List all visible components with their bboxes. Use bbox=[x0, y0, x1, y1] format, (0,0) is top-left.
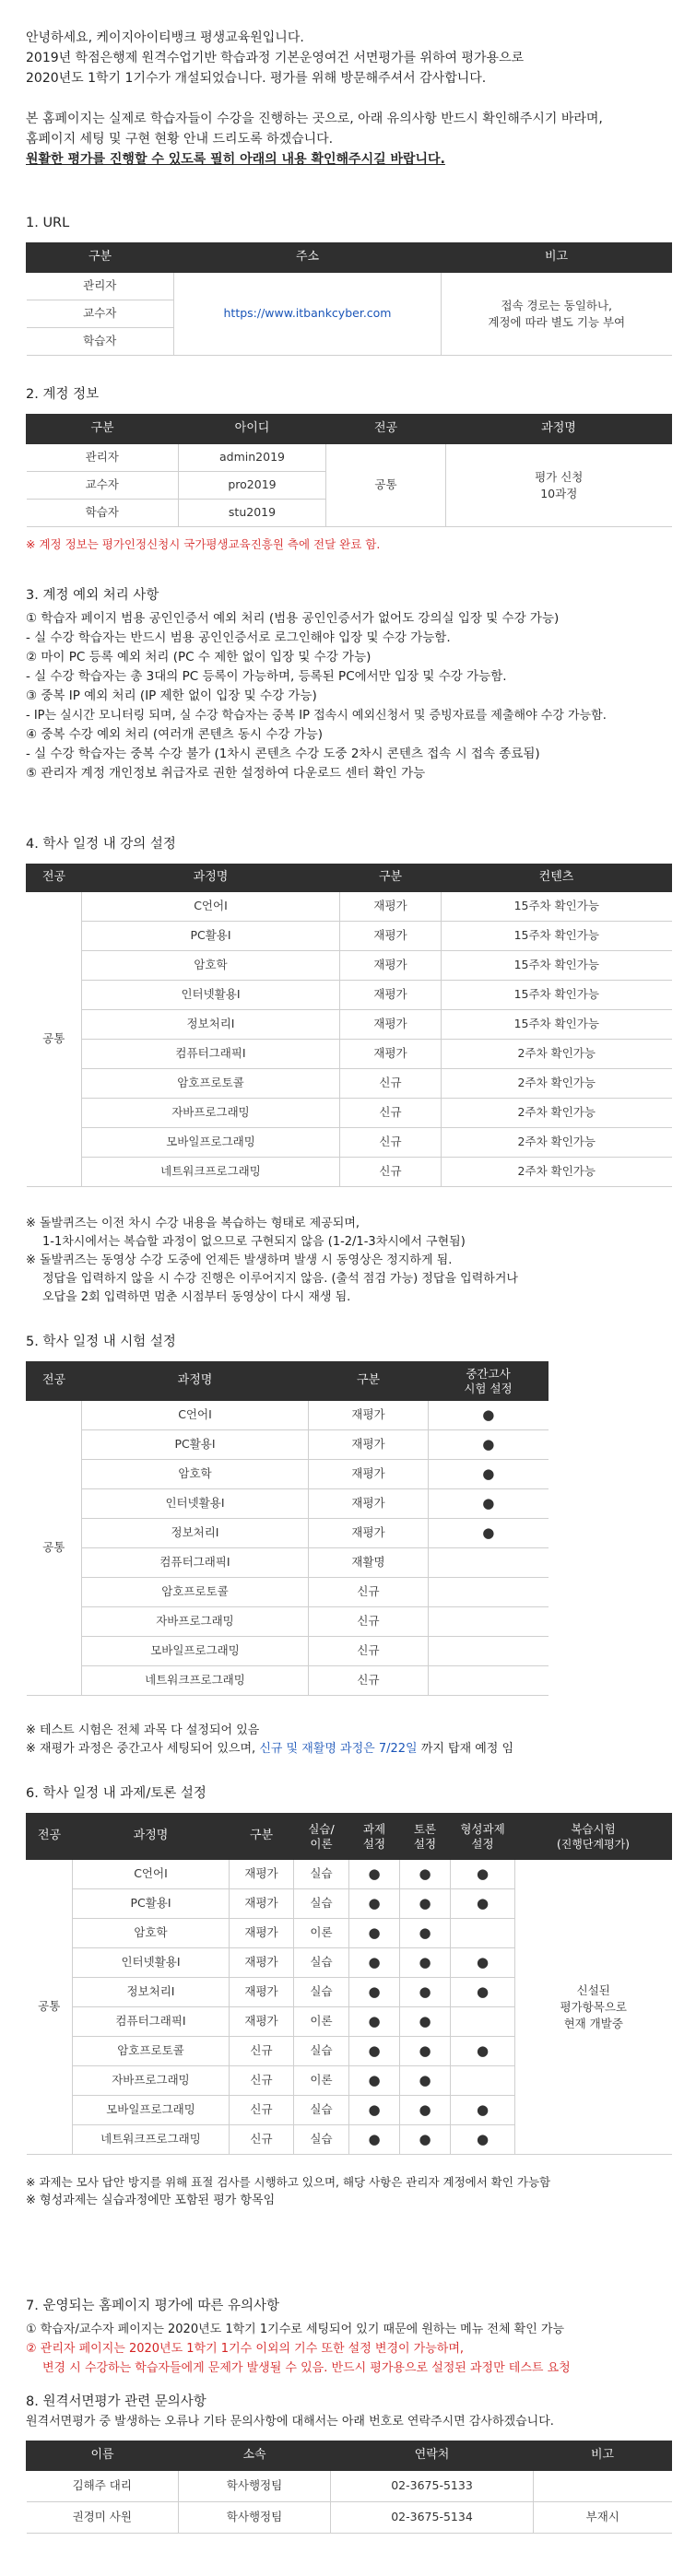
table-row bbox=[27, 1460, 549, 1489]
table-row bbox=[27, 1489, 549, 1519]
table-row bbox=[27, 2501, 672, 2533]
section-exceptions bbox=[26, 586, 671, 783]
section-contact bbox=[26, 2393, 671, 2534]
table-header: 형성과제 bbox=[460, 1821, 505, 1836]
table-cell: 2주차 확인가능 bbox=[442, 1040, 672, 1069]
exception-line: ④ 중복 수강 예외 처리 (여러개 콘텐츠 동시 수강 가능) bbox=[26, 727, 324, 743]
table-cell: 학습자 bbox=[27, 328, 174, 356]
note-line: ※ 형성과제는 실습과정에만 포함된 평가 항목임 bbox=[26, 2194, 276, 2208]
table-cell: 자바프로그래밍 bbox=[73, 2066, 230, 2096]
table-cell: 정보처리Ⅰ bbox=[73, 1978, 230, 2007]
table-cell: admin2019 bbox=[179, 444, 326, 472]
table-cell: PC활용Ⅰ bbox=[82, 922, 340, 951]
table-cell: 실습 bbox=[294, 2096, 349, 2125]
note-line: ※ 테스트 시험은 전체 과목 다 설정되어 있음 bbox=[26, 1723, 260, 1738]
table-header: 토론 bbox=[413, 1821, 437, 1836]
formative-mark bbox=[451, 1919, 515, 1948]
table-row bbox=[27, 1128, 672, 1158]
table-cell: 재평가 bbox=[340, 981, 442, 1010]
table-row bbox=[27, 1069, 672, 1099]
table-cell: 15주차 확인가능 bbox=[442, 951, 672, 981]
caution-line: ② 관리자 페이지는 2020년도 1학기 1기수 이외의 기수 또한 설정 변경이 가능하며, bbox=[26, 2342, 465, 2357]
exam-mark: ● bbox=[429, 1519, 549, 1548]
table-header: 구분 bbox=[27, 415, 179, 444]
table-cell: 인터넷활용Ⅰ bbox=[82, 1489, 309, 1519]
formative-mark: ● bbox=[451, 1978, 515, 2007]
table-cell: 02-3675-5134 bbox=[331, 2501, 534, 2533]
table-cell: C언어Ⅰ bbox=[82, 1401, 309, 1430]
table-cell: 실습 bbox=[294, 1948, 349, 1978]
table-cell: pro2019 bbox=[179, 472, 326, 500]
table-cell: 학습자 bbox=[27, 500, 179, 527]
table-header: 중간고사 bbox=[466, 1366, 511, 1381]
table-cell: 15주차 확인가능 bbox=[442, 1010, 672, 1040]
quiz-notes bbox=[26, 1215, 671, 1307]
table-cell: 실습 bbox=[294, 2037, 349, 2066]
table-cell: 공통 bbox=[27, 892, 82, 1187]
table-cell: 암호프로토콜 bbox=[82, 1578, 309, 1607]
exception-line: ③ 중복 IP 예외 처리 (IP 제한 없이 입장 및 수강 가능) bbox=[26, 688, 317, 704]
table-cell: 재평가 bbox=[340, 951, 442, 981]
table-cell: 공통 bbox=[27, 1860, 73, 2155]
section-title: 7. 운영되는 홈페이지 평가에 따른 유의사항 bbox=[26, 2299, 279, 2313]
task-mark: ● bbox=[349, 2007, 400, 2037]
table-cell: 신규 bbox=[309, 1607, 429, 1637]
table-row bbox=[27, 981, 672, 1010]
exam-mark: ● bbox=[429, 1489, 549, 1519]
formative-mark: ● bbox=[451, 1948, 515, 1978]
table-header: 이름 bbox=[27, 2441, 179, 2470]
note-highlight: 신규 및 재활명 과정은 7/22일 bbox=[259, 1742, 418, 1757]
intro-line: 안녕하세요, 케이지아이티뱅크 평생교육원입니다. bbox=[26, 30, 304, 45]
table-header: 연락처 bbox=[331, 2441, 534, 2470]
exam-mark: ● bbox=[429, 1460, 549, 1489]
table-cell: 신규 bbox=[309, 1578, 429, 1607]
table-header: 복습시험 bbox=[571, 1821, 616, 1836]
task-mark: ● bbox=[349, 2066, 400, 2096]
url-remark: 접속 경로는 동일하나, bbox=[501, 298, 613, 312]
table-header: 전공 bbox=[326, 415, 446, 444]
table-cell: 정보처리Ⅰ bbox=[82, 1010, 340, 1040]
task-mark: ● bbox=[349, 1948, 400, 1978]
table-cell: 신규 bbox=[340, 1069, 442, 1099]
task-mark: ● bbox=[349, 2096, 400, 2125]
table-row bbox=[27, 1158, 672, 1187]
table-cell: 재평가 bbox=[340, 1010, 442, 1040]
table-cell: 관리자 bbox=[27, 273, 174, 300]
table-header: 구분 bbox=[27, 243, 174, 273]
exception-line: ⑤ 관리자 계정 개인정보 취급자로 권한 설정하여 다운로드 센터 확인 가능 bbox=[26, 766, 426, 782]
intro-line: 홈페이지 세팅 및 구현 현황 안내 드리도록 하겠습니다. bbox=[26, 132, 334, 147]
table-cell: 신규 bbox=[309, 1637, 429, 1666]
table-cell: 모바일프로그래밍 bbox=[82, 1128, 340, 1158]
table-header: 시험 설정 bbox=[464, 1381, 513, 1395]
exam-mark bbox=[429, 1666, 549, 1696]
table-cell: 공통 bbox=[27, 1401, 82, 1696]
table-header: 구분 bbox=[309, 1362, 429, 1401]
table-cell: 이론 bbox=[294, 1919, 349, 1948]
table-row bbox=[27, 922, 672, 951]
table-cell: 암호프로토콜 bbox=[82, 1069, 340, 1099]
exam-mark: ● bbox=[429, 1430, 549, 1460]
table-cell: 재평가 bbox=[340, 1040, 442, 1069]
discussion-mark: ● bbox=[400, 1978, 451, 2007]
course-count: 10과정 bbox=[540, 486, 578, 500]
table-cell: 인터넷활용Ⅰ bbox=[73, 1948, 230, 1978]
table-row bbox=[27, 2470, 672, 2501]
contact-table bbox=[26, 2441, 672, 2534]
table-cell: 신규 bbox=[230, 2037, 294, 2066]
table-header: 실습/ bbox=[308, 1821, 335, 1836]
table-row bbox=[27, 1401, 549, 1430]
table-row bbox=[27, 1099, 672, 1128]
assignment-notes bbox=[26, 2173, 671, 2210]
assignment-table bbox=[26, 1813, 672, 2155]
note-line: 정답을 입력하지 않을 시 수강 진행은 이루어지지 않음. (출석 점검 가능) 정답을 입력하거나 bbox=[42, 1272, 518, 1287]
table-cell: 컴퓨터그래픽Ⅰ bbox=[73, 2007, 230, 2037]
table-cell: 이론 bbox=[294, 2066, 349, 2096]
table-cell: 학사행정팀 bbox=[179, 2501, 331, 2533]
table-row bbox=[27, 1548, 549, 1578]
table-cell: 네트워크프로그래밍 bbox=[82, 1666, 309, 1696]
table-cell: 컴퓨터그래픽Ⅰ bbox=[82, 1548, 309, 1578]
table-cell: 재평가 bbox=[340, 922, 442, 951]
exception-line: - IP는 실시간 모니터링 되며, 실 수강 학습자는 중복 IP 접속시 예외신청서 및 증빙자료를 제출해야 수강 가능함. bbox=[26, 709, 607, 723]
table-cell: 교수자 bbox=[27, 300, 174, 328]
table-cell: 실습 bbox=[294, 1978, 349, 2007]
table-header: 구분 bbox=[230, 1814, 294, 1860]
table-header: 전공 bbox=[27, 865, 82, 892]
table-cell: 암호학 bbox=[82, 951, 340, 981]
table-cell: 신규 bbox=[340, 1099, 442, 1128]
table-header: 비고 bbox=[534, 2441, 672, 2470]
caution-line: 변경 시 수강하는 학습자들에게 문제가 발생될 수 있음. 반드시 평가용으로 설정된 과정만 테스트 요청 bbox=[42, 2361, 571, 2376]
exam-mark bbox=[429, 1637, 549, 1666]
table-cell bbox=[534, 2470, 672, 2501]
table-cell: 재평가 bbox=[230, 1889, 294, 1919]
table-cell: 15주차 확인가능 bbox=[442, 922, 672, 951]
note-text: 까지 탑재 예정 임 bbox=[417, 1742, 514, 1757]
section-exams bbox=[26, 1333, 671, 1759]
formative-mark: ● bbox=[451, 1860, 515, 1889]
table-cell: 신규 bbox=[230, 2125, 294, 2155]
table-row bbox=[27, 892, 672, 922]
exam-mark bbox=[429, 1607, 549, 1637]
exam-table bbox=[26, 1361, 549, 1696]
intro-emphasis: 원활한 평가를 진행할 수 있도록 필히 아래의 내용 확인해주시길 바랍니다. bbox=[26, 152, 445, 167]
review-status: 신설된 bbox=[576, 1982, 610, 1997]
table-cell: 재평가 bbox=[230, 1919, 294, 1948]
section-lectures bbox=[26, 835, 671, 1307]
table-row bbox=[27, 1860, 672, 1889]
exception-line: - 실 수강 학습자는 총 3대의 PC 등록이 가능하며, 등록된 PC에서만 입장 및 수강 가능함. bbox=[26, 669, 507, 685]
discussion-mark: ● bbox=[400, 1948, 451, 1978]
section-cautions bbox=[26, 2297, 671, 2378]
table-header: 전공 bbox=[27, 1362, 82, 1401]
table-header: 주소 bbox=[174, 243, 442, 273]
discussion-mark: ● bbox=[400, 2125, 451, 2155]
review-status: 현재 개발중 bbox=[563, 2016, 623, 2030]
table-row bbox=[27, 1519, 549, 1548]
table-cell: 재평가 bbox=[340, 892, 442, 922]
section-title: 5. 학사 일정 내 시험 설정 bbox=[26, 1335, 176, 1349]
table-cell: 재평가 bbox=[309, 1460, 429, 1489]
table-cell: 실습 bbox=[294, 2125, 349, 2155]
exception-line: ② 마이 PC 등록 예외 처리 (PC 수 제한 없이 입장 및 수강 가능) bbox=[26, 650, 372, 665]
table-header: 비고 bbox=[442, 243, 672, 273]
table-cell: 자바프로그래밍 bbox=[82, 1099, 340, 1128]
table-cell: 교수자 bbox=[27, 472, 179, 500]
review-status: 평가항목으로 bbox=[560, 1999, 627, 2014]
exam-mark bbox=[429, 1578, 549, 1607]
caution-line: ① 학습자/교수자 페이지는 2020년도 1학기 1기수로 세팅되어 있기 때문에 원하는 메뉴 전체 확인 가능 bbox=[26, 2323, 565, 2337]
table-header: 컨텐츠 bbox=[442, 865, 672, 892]
formative-mark: ● bbox=[451, 2037, 515, 2066]
table-row bbox=[27, 1607, 549, 1637]
table-cell: 컴퓨터그래픽Ⅰ bbox=[82, 1040, 340, 1069]
exception-line: ① 학습자 페이지 범용 공인인증서 예외 처리 (범용 공인인증서가 없어도 강의실 입장 및 수강 가능) bbox=[26, 611, 560, 627]
table-cell: 인터넷활용Ⅰ bbox=[82, 981, 340, 1010]
table-row bbox=[27, 1430, 549, 1460]
contact-desc: 원격서면평가 중 발생하는 오류나 기타 문의사항에 대해서는 아래 번호로 연락주시면 감사하겠습니다. bbox=[26, 2415, 554, 2429]
table-cell: 공통 bbox=[326, 444, 446, 527]
table-cell: 정보처리Ⅰ bbox=[82, 1519, 309, 1548]
table-cell: 2주차 확인가능 bbox=[442, 1069, 672, 1099]
section-title: 8. 원격서면평가 관련 문의사항 bbox=[26, 2394, 206, 2409]
table-row bbox=[27, 1578, 549, 1607]
table-cell: 실습 bbox=[294, 1860, 349, 1889]
table-cell: 암호학 bbox=[73, 1919, 230, 1948]
table-row bbox=[27, 1040, 672, 1069]
task-mark: ● bbox=[349, 1919, 400, 1948]
table-cell: 15주차 확인가능 bbox=[442, 892, 672, 922]
table-cell: 재평가 bbox=[309, 1519, 429, 1548]
discussion-mark: ● bbox=[400, 1919, 451, 1948]
section-title: 2. 계정 정보 bbox=[26, 387, 100, 402]
formative-mark: ● bbox=[451, 1889, 515, 1919]
note-text: ※ 재평가 과정은 중간고사 세팅되어 있으며, bbox=[26, 1742, 260, 1757]
table-header: 전공 bbox=[27, 1814, 73, 1860]
site-url-link[interactable]: https://www.itbankcyber.com bbox=[223, 306, 392, 321]
table-cell: 모바일프로그래밍 bbox=[73, 2096, 230, 2125]
section-title: 4. 학사 일정 내 강의 설정 bbox=[26, 837, 176, 852]
formative-mark bbox=[451, 2007, 515, 2037]
section-title: 1. URL bbox=[26, 216, 70, 230]
discussion-mark: ● bbox=[400, 1860, 451, 1889]
table-cell: 이론 bbox=[294, 2007, 349, 2037]
table-cell: 재평가 bbox=[309, 1489, 429, 1519]
table-row bbox=[27, 1666, 549, 1696]
task-mark: ● bbox=[349, 1889, 400, 1919]
table-cell: 네트워크프로그래밍 bbox=[82, 1158, 340, 1187]
table-cell: 재활명 bbox=[309, 1548, 429, 1578]
table-cell: 15주차 확인가능 bbox=[442, 981, 672, 1010]
table-cell: 신규 bbox=[340, 1128, 442, 1158]
table-row bbox=[27, 951, 672, 981]
url-remark: 계정에 따라 별도 기능 부여 bbox=[488, 314, 626, 329]
section-account bbox=[26, 385, 671, 553]
formative-mark: ● bbox=[451, 2096, 515, 2125]
discussion-mark: ● bbox=[400, 2096, 451, 2125]
exception-line: - 실 수강 학습자는 중복 수강 불가 (1차시 콘텐츠 수강 도중 2차시 콘텐츠 접속 시 접속 종료됨) bbox=[26, 747, 540, 762]
table-cell: 재평가 bbox=[309, 1430, 429, 1460]
table-row bbox=[27, 1637, 549, 1666]
table-cell: 재평가 bbox=[230, 2007, 294, 2037]
table-row bbox=[27, 1010, 672, 1040]
task-mark: ● bbox=[349, 2037, 400, 2066]
table-cell: 재평가 bbox=[230, 1948, 294, 1978]
section-title: 6. 학사 일정 내 과제/토론 설정 bbox=[26, 1786, 206, 1801]
note-line: 1-1차시에서는 복습할 과정이 없으므로 구현되지 않음 (1-2/1-3차시에서 구현됨) bbox=[42, 1235, 466, 1250]
account-note: ※ 계정 정보는 평가인정신청시 국가평생교육진흥원 측에 전달 완료 함. bbox=[26, 537, 381, 552]
table-cell: 2주차 확인가능 bbox=[442, 1128, 672, 1158]
table-header: (진행단계평가) bbox=[557, 1837, 630, 1851]
table-header: 구분 bbox=[340, 865, 442, 892]
table-cell: PC활용Ⅰ bbox=[73, 1889, 230, 1919]
table-cell: 네트워크프로그래밍 bbox=[73, 2125, 230, 2155]
table-cell: 암호프로토콜 bbox=[73, 2037, 230, 2066]
table-cell: 신규 bbox=[340, 1158, 442, 1187]
table-header: 과정명 bbox=[73, 1814, 230, 1860]
task-mark: ● bbox=[349, 2125, 400, 2155]
formative-mark bbox=[451, 2066, 515, 2096]
table-header: 과정명 bbox=[82, 865, 340, 892]
table-cell: 재평가 bbox=[230, 1978, 294, 2007]
note-line: ※ 돌발퀴즈는 동영상 수강 도중에 언제든 발생하며 발생 시 동영상은 정지하게 됨. bbox=[26, 1253, 453, 1268]
table-header: 과정명 bbox=[82, 1362, 309, 1401]
table-header: 이론 bbox=[310, 1836, 333, 1851]
exam-mark: ● bbox=[429, 1401, 549, 1430]
note-line: 오답을 2회 입력하면 멈춘 시점부터 동영상이 다시 재생 됨. bbox=[42, 1290, 351, 1305]
discussion-mark: ● bbox=[400, 2066, 451, 2096]
note-line: ※ 과제는 모사 답안 방지를 위해 표절 검사를 시행하고 있으며, 해당 사항은 관리자 계정에서 확인 가능함 bbox=[26, 2175, 551, 2190]
formative-mark: ● bbox=[451, 2125, 515, 2155]
section-url bbox=[26, 214, 671, 356]
table-header: 소속 bbox=[179, 2441, 331, 2470]
table-cell: 2주차 확인가능 bbox=[442, 1099, 672, 1128]
table-cell: 신규 bbox=[230, 2066, 294, 2096]
table-cell: stu2019 bbox=[179, 500, 326, 527]
table-cell: PC활용Ⅰ bbox=[82, 1430, 309, 1460]
table-cell: 실습 bbox=[294, 1889, 349, 1919]
intro-line: 2019년 학점은행제 원격수업기반 학습과정 기본운영여건 서면평가를 위하여 평가용으로 bbox=[26, 51, 525, 65]
note-line bbox=[26, 1740, 671, 1759]
table-header: 설정 bbox=[362, 1836, 386, 1851]
discussion-mark: ● bbox=[400, 2007, 451, 2037]
note-line: ※ 돌발퀴즈는 이전 차시 수강 내용을 복습하는 형태로 제공되며, bbox=[26, 1217, 360, 1231]
account-table bbox=[26, 414, 672, 527]
table-cell: 권경미 사원 bbox=[27, 2501, 179, 2533]
table-cell: 신규 bbox=[309, 1666, 429, 1696]
table-cell: 암호학 bbox=[82, 1460, 309, 1489]
task-mark: ● bbox=[349, 1978, 400, 2007]
section-assignments bbox=[26, 1784, 671, 2210]
discussion-mark: ● bbox=[400, 2037, 451, 2066]
lecture-table bbox=[26, 864, 672, 1187]
table-header: 설정 bbox=[413, 1836, 437, 1851]
table-header: 설정 bbox=[471, 1836, 494, 1851]
exam-notes bbox=[26, 1722, 671, 1759]
table-cell: 재평가 bbox=[309, 1401, 429, 1430]
table-cell: 02-3675-5133 bbox=[331, 2470, 534, 2501]
exception-line: - 실 수강 학습자는 반드시 범용 공인인증서로 로그인해야 입장 및 수강 가능함. bbox=[26, 630, 451, 646]
table-cell: 학사행정팀 bbox=[179, 2470, 331, 2501]
intro bbox=[26, 28, 671, 170]
table-cell: 관리자 bbox=[27, 444, 179, 472]
table-cell: 2주차 확인가능 bbox=[442, 1158, 672, 1187]
table-cell: 부재시 bbox=[534, 2501, 672, 2533]
task-mark: ● bbox=[349, 1860, 400, 1889]
url-table bbox=[26, 242, 672, 356]
table-cell: 재평가 bbox=[230, 1860, 294, 1889]
table-header: 과제 bbox=[362, 1821, 386, 1836]
table-cell: 신규 bbox=[230, 2096, 294, 2125]
section-title: 3. 계정 예외 처리 사항 bbox=[26, 588, 159, 603]
discussion-mark: ● bbox=[400, 1889, 451, 1919]
table-cell: 모바일프로그래밍 bbox=[82, 1637, 309, 1666]
intro-line: 본 홈페이지는 실제로 학습자들이 수강을 진행하는 곳으로, 아래 유의사항 반드시 확인해주시기 바라며, bbox=[26, 112, 603, 126]
exam-mark bbox=[429, 1548, 549, 1578]
table-cell: C언어Ⅰ bbox=[73, 1860, 230, 1889]
table-cell: 김해주 대리 bbox=[27, 2470, 179, 2501]
table-cell: C언어Ⅰ bbox=[82, 892, 340, 922]
table-header: 아이디 bbox=[179, 415, 326, 444]
table-cell: 자바프로그래밍 bbox=[82, 1607, 309, 1637]
course-count: 평가 신청 bbox=[535, 469, 584, 484]
table-header: 과정명 bbox=[446, 415, 672, 444]
intro-line: 2020년도 1학기 1기수가 개설되었습니다. 평가를 위해 방문해주셔서 감사합니다. bbox=[26, 71, 487, 86]
